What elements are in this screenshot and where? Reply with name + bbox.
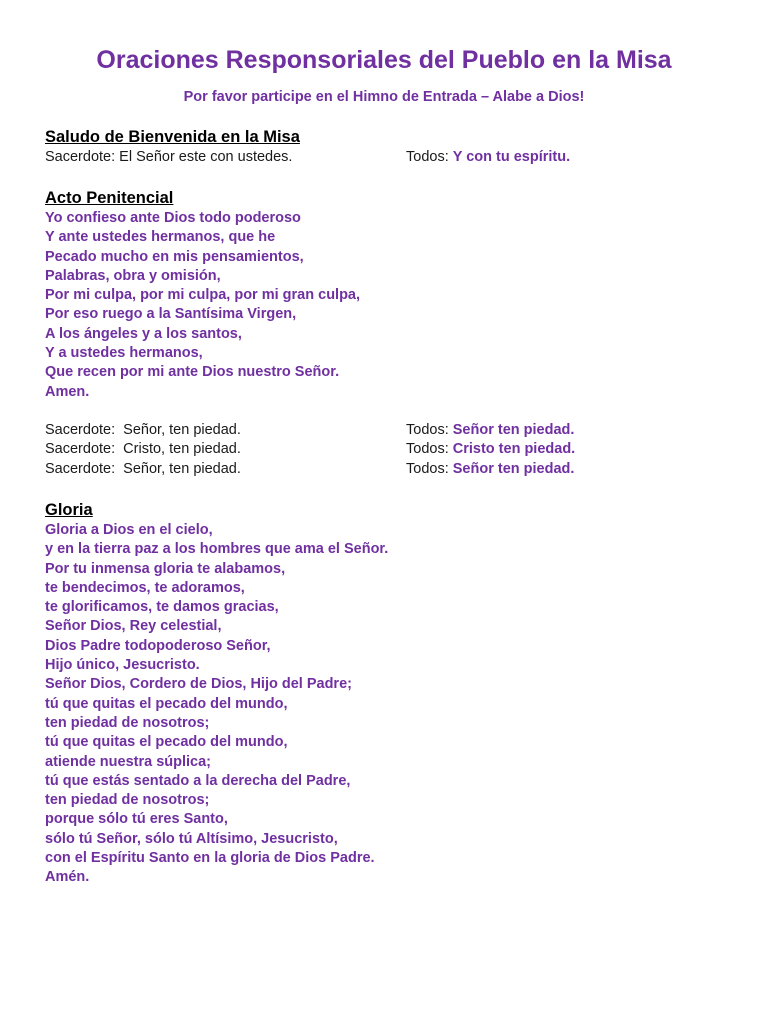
- prayer-line: Dios Padre todopoderoso Señor,: [45, 637, 271, 654]
- all-response: [406, 421, 574, 440]
- prayer-line: Pecado mucho en mis pensamientos,: [45, 248, 304, 265]
- prayer-line: Hijo único, Jesucristo.: [45, 657, 200, 674]
- prayer-line: porque sólo tú eres Santo,: [45, 811, 228, 828]
- kyrie-row: [45, 421, 735, 440]
- priest-line: Sacerdote: Señor, ten piedad.: [45, 460, 241, 477]
- acto-heading: Acto Penitencial: [45, 189, 174, 207]
- priest-line: Sacerdote: Cristo, ten piedad.: [45, 441, 241, 458]
- acto-prayer: [45, 209, 735, 402]
- priest-line: Sacerdote: El Señor este con ustedes.: [45, 149, 293, 165]
- prayer-line: Amén.: [45, 869, 90, 886]
- saludo-row: [45, 148, 735, 167]
- prayer-line: Por mi culpa, por mi culpa, por mi gran culpa,: [45, 287, 361, 304]
- prayer-line: Amen.: [45, 383, 90, 400]
- prayer-line: Gloria a Dios en el cielo,: [45, 522, 213, 538]
- prayer-line: Por eso ruego a la Santísima Virgen,: [45, 306, 297, 323]
- prayer-line: te bendecimos, te adoramos,: [45, 579, 245, 596]
- page-title: Oraciones Responsoriales del Pueblo en la Misa: [96, 46, 672, 74]
- priest-line: Sacerdote: Señor, ten piedad.: [45, 422, 241, 438]
- kyrie-row: [45, 440, 735, 459]
- prayer-line: y en la tierra paz a los hombres que ama el Señor.: [45, 541, 389, 558]
- response-text: Cristo ten piedad.: [452, 441, 576, 458]
- all-response: [406, 440, 575, 459]
- prayer-line: Señor Dios, Rey celestial,: [45, 618, 222, 635]
- saludo-heading: Saludo de Bienvenida en la Misa: [45, 128, 300, 146]
- prayer-line: Señor Dios, Cordero de Dios, Hijo del Padre;: [45, 676, 352, 693]
- prayer-line: Que recen por mi ante Dios nuestro Señor.: [45, 364, 340, 381]
- gloria-prayer: [45, 521, 735, 888]
- prayer-line: tú que quitas el pecado del mundo,: [45, 734, 288, 751]
- kyrie-row: [45, 460, 735, 479]
- prayer-line: sólo tú Señor, sólo tú Altísimo, Jesucristo,: [45, 830, 338, 847]
- prayer-line: Y a ustedes hermanos,: [45, 345, 203, 362]
- prayer-line: Yo confieso ante Dios todo poderoso: [45, 210, 301, 226]
- all-response: [406, 148, 570, 167]
- saludo-section: [45, 127, 735, 167]
- all-label: Todos:: [406, 149, 453, 165]
- prayer-line: con el Espíritu Santo en la gloria de Dios Padre.: [45, 850, 375, 867]
- prayer-line: Y ante ustedes hermanos, que he: [45, 229, 276, 246]
- response-text: Señor ten piedad.: [452, 460, 575, 477]
- all-label: Todos:: [406, 441, 453, 458]
- all-label: Todos:: [406, 422, 453, 438]
- gloria-section: [45, 500, 735, 888]
- prayer-line: ten piedad de nosotros;: [45, 792, 210, 809]
- prayer-line: atiende nuestra súplica;: [45, 753, 211, 770]
- page-subtitle: Por favor participe en el Himno de Entrada – Alabe a Dios!: [183, 89, 585, 105]
- prayer-line: ten piedad de nosotros;: [45, 714, 210, 731]
- prayer-line: Por tu inmensa gloria te alabamos,: [45, 560, 286, 577]
- acto-section: [45, 188, 735, 402]
- prayer-line: te glorificamos, te damos gracias,: [45, 599, 279, 616]
- response-text: Y con tu espíritu.: [452, 149, 571, 165]
- prayer-line: Palabras, obra y omisión,: [45, 267, 221, 284]
- all-label: Todos:: [406, 460, 453, 477]
- prayer-line: tú que estás sentado a la derecha del Padre,: [45, 772, 351, 789]
- all-response: [406, 460, 574, 479]
- prayer-line: tú que quitas el pecado del mundo,: [45, 695, 288, 712]
- prayer-line: A los ángeles y a los santos,: [45, 325, 242, 342]
- kyrie-section: [45, 421, 735, 479]
- response-text: Señor ten piedad.: [452, 422, 575, 438]
- gloria-heading: Gloria: [45, 501, 93, 519]
